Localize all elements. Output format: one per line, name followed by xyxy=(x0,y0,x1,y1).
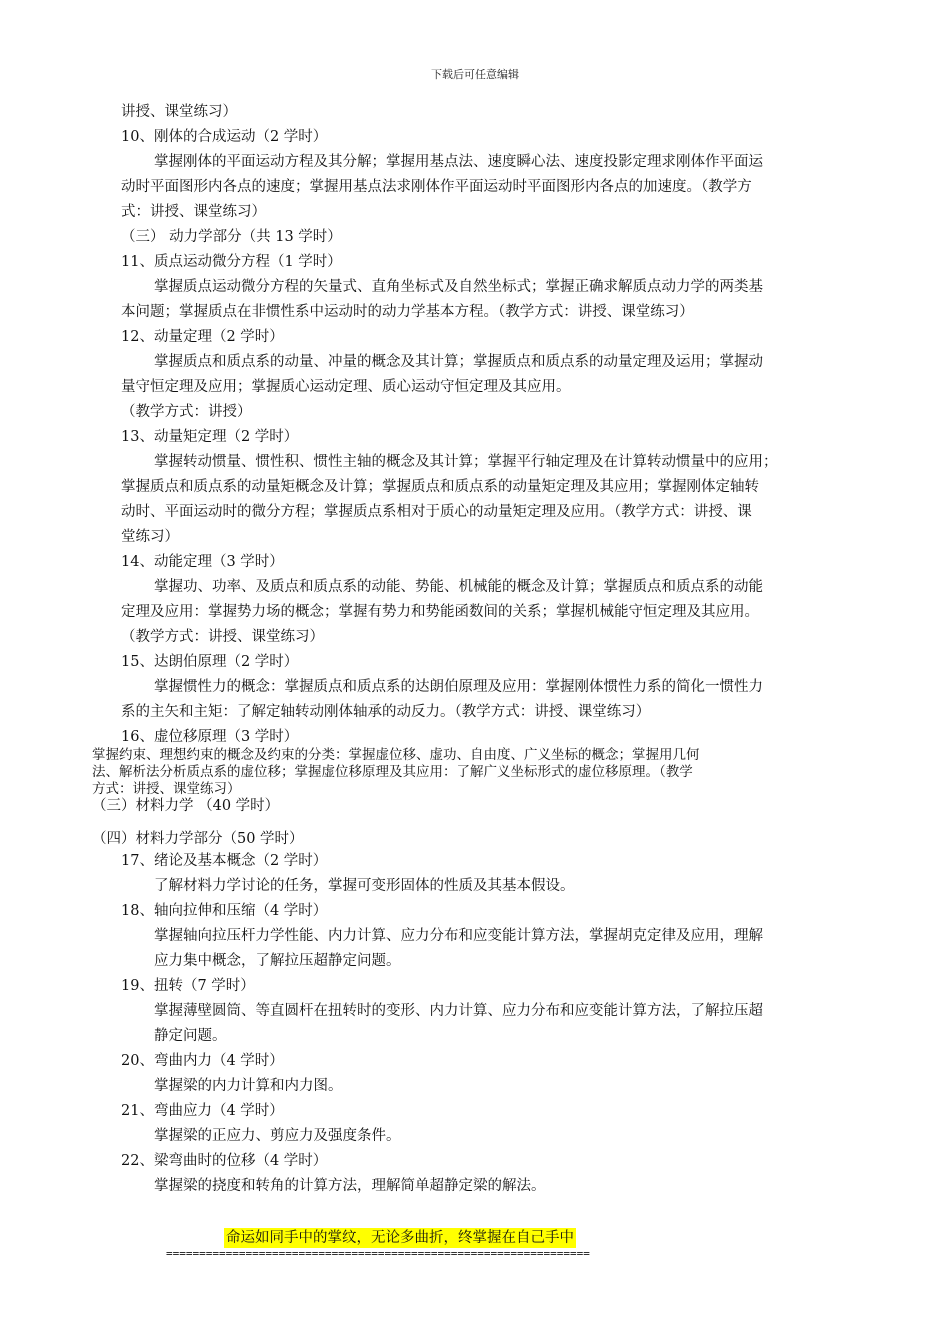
text-line: 定理及应用：掌握势力场的概念；掌握有势力和势能函数间的关系；掌握机械能守恒定理及其应用。 xyxy=(121,604,759,620)
separator-rule: ================================================================ xyxy=(166,1247,590,1260)
part-heading: （三）材料力学 （40 学时） xyxy=(92,798,280,814)
text-line: （教学方式：讲授） xyxy=(121,404,252,420)
text-line: 掌握轴向拉压杆力学性能、内力计算、应力分布和应变能计算方法，掌握胡克定律及应用，理解 xyxy=(154,928,763,944)
text-line: 动时平面图形内各点的速度；掌握用基点法求刚体作平面运动时平面图形内各点的加速度。（教学方 xyxy=(121,179,752,195)
text-line: 式：讲授、课堂练习） xyxy=(121,204,266,220)
section-heading: 12、动量定理（2 学时） xyxy=(121,329,284,345)
text-line: 掌握惯性力的概念：掌握质点和质点系的达朗伯原理及应用：掌握刚体惯性力系的简化一惯性力 xyxy=(154,679,763,695)
section-heading: 18、轴向拉伸和压缩（4 学时） xyxy=(121,903,328,919)
section-heading: 11、质点运动微分方程（1 学时） xyxy=(121,254,342,270)
section-heading: 22、梁弯曲时的位移（4 学时） xyxy=(121,1153,328,1169)
section-heading: 21、弯曲应力（4 学时） xyxy=(121,1103,284,1119)
text-line: 掌握质点运动微分方程的矢量式、直角坐标式及自然坐标式；掌握正确求解质点动力学的两类基 xyxy=(154,279,763,295)
text-line: 掌握梁的挠度和转角的计算方法，理解简单超静定梁的解法。 xyxy=(154,1178,546,1194)
text-line: 掌握转动惯量、惯性积、惯性主轴的概念及其计算；掌握平行轴定理及在计算转动惯量中的应用； xyxy=(154,454,778,470)
section-heading: 16、虚位移原理（3 学时） xyxy=(121,729,299,745)
text-line: 系的主矢和主矩：了解定轴转动刚体轴承的动反力。（教学方式：讲授、课堂练习） xyxy=(121,704,651,720)
section-heading: 10、刚体的合成运动（2 学时） xyxy=(121,129,328,145)
text-line: 掌握质点和质点系的动量矩概念及计算；掌握质点和质点系的动量矩定理及其应用；掌握刚体定轴转 xyxy=(121,479,759,495)
part-heading: （四）材料力学部分（50 学时） xyxy=(92,831,304,847)
text-line: 法、解析法分析质点系的虚位移；掌握虚位移原理及其应用：了解广义坐标形式的虚位移原理。（教学 xyxy=(92,764,693,780)
section-heading: 19、扭转（7 学时） xyxy=(121,978,255,994)
text-line: 量守恒定理及应用；掌握质心运动定理、质心运动守恒定理及其应用。 xyxy=(121,379,571,395)
text-line: 掌握约束、理想约束的概念及约束的分类：掌握虚位移、虚功、自由度、广义坐标的概念；掌握用几何 xyxy=(92,747,700,763)
text-line: 掌握薄壁圆筒、等直圆杆在扭转时的变形、内力计算、应力分布和应变能计算方法，了解拉压超 xyxy=(154,1003,763,1019)
text-line: 掌握刚体的平面运动方程及其分解；掌握用基点法、速度瞬心法、速度投影定理求刚体作平面运 xyxy=(154,154,763,170)
text-line: 掌握功、功率、及质点和质点系的动能、势能、机械能的概念及计算；掌握质点和质点系的动能 xyxy=(154,579,763,595)
text-line: 本问题；掌握质点在非惯性系中运动时的动力学基本方程。（教学方式：讲授、课堂练习） xyxy=(121,304,694,320)
motto-quote: 命运如同手中的掌纹，无论多曲折，终掌握在自己手中 xyxy=(226,1230,574,1246)
section-heading: 17、绪论及基本概念（2 学时） xyxy=(121,853,328,869)
text-line: 掌握梁的正应力、剪应力及强度条件。 xyxy=(154,1128,401,1144)
text-line: 堂练习） xyxy=(121,529,179,545)
text-line: 了解材料力学讨论的任务，掌握可变形固体的性质及其基本假设。 xyxy=(154,878,575,894)
section-heading: 14、动能定理（3 学时） xyxy=(121,554,284,570)
text-line: 讲授、课堂练习） xyxy=(121,104,237,120)
text-line: 静定问题。 xyxy=(154,1028,227,1044)
text-line: 掌握质点和质点系的动量、冲量的概念及其计算；掌握质点和质点系的动量定理及运用；掌握动 xyxy=(154,354,763,370)
text-line: 动时、平面运动时的微分方程；掌握质点系相对于质心的动量矩定理及应用。（教学方式：讲授、课 xyxy=(121,504,752,520)
part-heading: （三） 动力学部分（共 13 学时） xyxy=(121,229,342,245)
text-line: 方式：讲授、课堂练习） xyxy=(92,781,241,797)
text-line: 应力集中概念，了解拉压超静定问题。 xyxy=(154,953,401,969)
text-line: 掌握梁的内力计算和内力图。 xyxy=(154,1078,343,1094)
text-line: （教学方式：讲授、课堂练习） xyxy=(121,629,324,645)
header-note: 下载后可任意编辑 xyxy=(431,68,519,81)
section-heading: 13、动量矩定理（2 学时） xyxy=(121,429,299,445)
section-heading: 15、达朗伯原理（2 学时） xyxy=(121,654,299,670)
section-heading: 20、弯曲内力（4 学时） xyxy=(121,1053,284,1069)
